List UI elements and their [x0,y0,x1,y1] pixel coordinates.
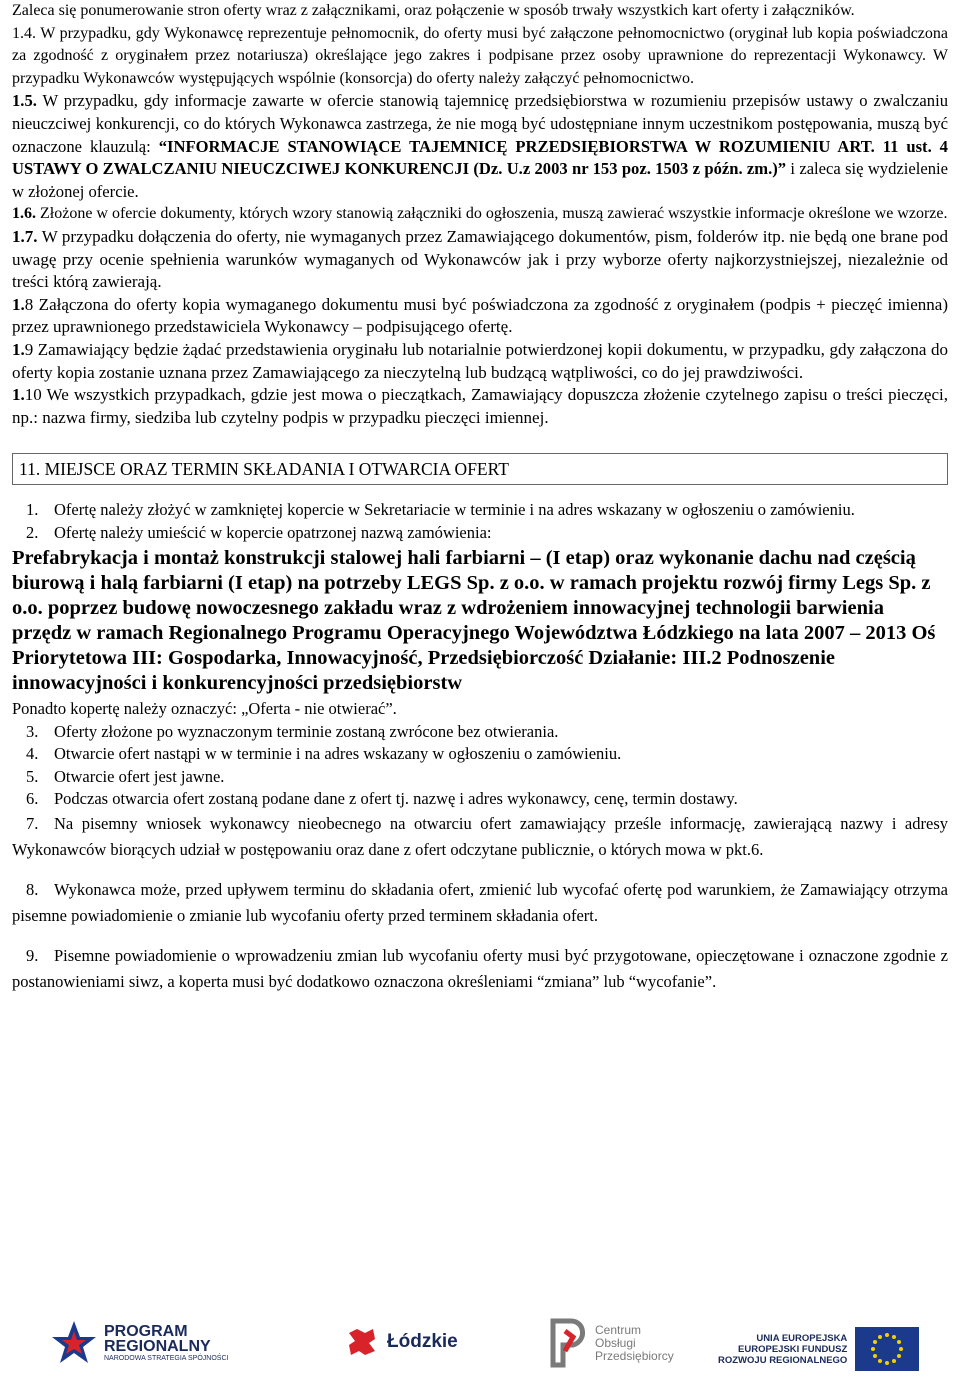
list-item-2 [12,522,948,545]
paragraph-number: 1.7. [12,226,38,246]
cop-text-line3: Przedsiębiorcy [595,1348,674,1363]
list-item-9 [12,943,948,995]
paragraph-text: W przypadku, gdy Wykonawcę reprezentuje pełnomocnik, do oferty musi być załączone pełnomocnictwo (oryginał lub kopia poświadczona za zgodność z oryginałem przez notariusza) określające jego zakres i podpisane przez osoby uprawnione do reprezentacji Wykonawcy. W przypadku Wykonawców występujących wspólnie (konsorcja) do oferty należy załączyć pełnomocnictwo. [12,24,948,87]
list-item-7 [12,811,948,863]
eu-flag-icon [855,1327,919,1371]
paragraph-number-suffix: 10 [24,385,42,405]
paragraph-1-9 [12,339,948,384]
paragraph-number-suffix: 8 [24,294,34,314]
paragraph-1-8 [12,294,948,339]
confidentiality-clause: “INFORMACJE STANOWIĄCE TAJEMNICĘ PRZEDSIĘBIORSTWA W ROZUMIENIU ART. 11 ust. 4 USTAWY O ZWALCZANIU NIEUCZCIWEJ KONKURENCJI (Dz. U.z 2003 nr 153 poz. 1503 z późn. zm.)” [12,136,948,179]
list-text: Oferty złożone po wyznaczonym terminie zostaną zwrócone bez otwierania. [54,721,559,741]
paragraph-number: 1. [12,385,25,405]
list-number: 6. [26,789,39,809]
envelope-marking: Ponadto kopertę należy oznaczyć: „Oferta - nie otwierać”. [12,699,397,719]
document-page [12,0,948,995]
paragraph-numbering: Zaleca się ponumerowanie stron oferty wraz z załącznikami, oraz połączenie w sposób trwały wszystkich kart oferty i załączników. [12,2,855,19]
list-item-6 [12,788,948,811]
cop-text-line1: Centrum [595,1322,642,1337]
eu-text-line3: ROZWOJU REGIONALNEGO [718,1354,848,1366]
footer-logos [0,1305,960,1383]
list-item-5 [12,766,948,789]
list-text: Podczas otwarcia ofert zostaną podane dane z ofert tj. nazwę i adres wykonawcy, cenę, termin dostawy. [54,789,738,809]
list-number: 5. [26,766,39,786]
paragraph-1-10 [12,384,948,429]
list-number: 3. [26,721,39,741]
list-number: 2. [26,522,39,542]
logo-text-line1: PROGRAM [104,1322,188,1340]
paragraph-1-7 [12,226,948,294]
list-text: Wykonawca może, przed upływem terminu do składania ofert, zmienić lub wycofać ofertę pod warunkiem, że Zamawiający otrzyma pisemne powiadomienie o zmianie lub wycofaniu oferty przed terminem składania ofert. [12,879,948,925]
lodzkie-logo [345,1325,458,1359]
nss-star-icon [50,1319,98,1367]
lodzkie-emblem-icon [345,1325,379,1359]
cop-emblem-icon [545,1317,591,1369]
section-offer-requirements [12,0,948,429]
paragraph-number: 1.4. [12,24,36,42]
paragraph-text: W przypadku, gdy informacje zawarte w ofercie stanowią tajemnicę przedsiębiorstwa w rozumieniu przepisów ustawy o zwalczaniu nieuczciwej konkurencji, co do których Wykonawca zastrzega, że nie mogą być udostępniane innym uczestnikom postępowania, muszą być oznaczone klauzulą: [12,91,948,156]
list-number: 9. [26,945,39,965]
paragraph-text-end: i zaleca się wydzielenie w złożonej ofercie. [12,159,948,201]
list-number: 1. [26,500,39,520]
cop-logo [545,1317,674,1369]
program-regionalny-logo [50,1319,228,1367]
paragraph-number: 1.5. [12,91,37,111]
list-item-3 [12,721,948,744]
list-number: 4. [26,744,39,764]
paragraph-text: Zamawiający będzie żądać przedstawienia oryginału lub notarialnie potwierdzonej kopii dokumentu, w przypadku, gdy załączona do oferty kopia zostanie uznana przez Zamawiającego za nieczytelną lub budzącą wątpliwości, co do jej prawdziwości. [12,339,948,382]
paragraph-1-4 [12,23,948,91]
list-number: 7. [26,813,39,833]
list-text: Na pisemny wniosek wykonawcy nieobecnego na otwarciu ofert zamawiający prześle informację, zawierającą nazwy i adresy Wykonawców biorących udział w postępowaniu oraz dane z ofert odczytane publicznie, o których mowa w pkt.6. [12,813,948,859]
eu-logo [718,1327,919,1371]
eu-text-line1: UNIA EUROPEJSKA [756,1332,848,1344]
list-item-4 [12,743,948,766]
project-title: Prefabrykacja i montaż konstrukcji stalowej hali farbiarni – (I etap) oraz wykonanie dachu nad częścią biurową i halą farbiarni (I etap) na potrzeby LEGS Sp. z o.o. w ramach projektu rozwój firmy Legs Sp. z o.o. poprzez budowę nowoczesnego zakładu wraz z wdrożeniem innowacyjnej technologii barwienia przędz w ramach Regionalnego Programu Operacyjnego Województwa Łódzkiego na lata 2007 – 2013 Oś Priorytetowa III: Gospodarka, Innowacyjność, Przedsiębiorczość Działanie: III.2 Podnoszenie innowacyjności i konkurencyjności przedsiębiorstw [12,547,936,695]
logo-text-line3: NARODOWA STRATEGIA SPÓJNOŚCI [104,1354,229,1362]
paragraph-text: Załączona do oferty kopia wymaganego dokumentu musi być poświadczona za zgodność z oryginałem (podpis + pieczęć imienna) przez uprawnionego przedstawiciela Wykonawcy – podpisującego ofertę. [12,294,948,337]
list-text: Otwarcie ofert nastąpi w w terminie i na adres wskazany w ogłoszeniu o zamówieniu. [54,744,622,764]
paragraph-1-6 [12,203,948,226]
cop-text-line2: Obsługi [595,1335,636,1350]
list-text: Pisemne powiadomienie o wprowadzeniu zmian lub wycofaniu oferty musi być przygotowane, opieczętowane i oznaczone zgodnie z postanowieniami siwz, a koperta musi być dodatkowo oznaczona określeniami “zmiana” lub “wycofanie”. [12,945,948,991]
paragraph-text: W przypadku dołączenia do oferty, nie wymaganych przez Zamawiającego dokumentów, pism, folderów itp. nie będą one brane pod uwagę przy ocenie spełnienia warunków wymaganych od Wykonawców jak i przy wyborze oferty najkorzystniejszej, niezależnie od treści którą zawierają. [12,226,949,292]
logo-text-line2: REGIONALNY [104,1337,211,1355]
paragraph-text: Złożone w ofercie dokumenty, których wzory stanowią załączniki do ogłoszenia, muszą zawierać wszystkie informacje określone we wzorze. [40,205,948,223]
paragraph-number: 1. [12,339,25,359]
lodzkie-text: Łódzkie [387,1331,458,1352]
paragraph-number: 1.6. [12,205,36,223]
section-11-list [12,499,948,995]
list-text: Ofertę należy umieścić w kopercie opatrzonej nazwą zamówienia: [54,522,492,542]
paragraph-1-5 [12,90,948,203]
list-text: Ofertę należy złożyć w zamkniętej kopercie w Sekretariacie w terminie i na adres wskazany w ogłoszeniu o zamówieniu. [54,500,855,520]
section-11-heading: 11. MIEJSCE ORAZ TERMIN SKŁADANIA I OTWARCIA OFERT [12,453,948,485]
paragraph-number: 1. [12,294,25,314]
spacer [12,863,948,877]
spacer [12,929,948,943]
list-item-1 [12,499,948,522]
list-item-8 [12,877,948,929]
paragraph-number-suffix: 9 [24,339,34,359]
paragraph-text: We wszystkich przypadkach, gdzie jest mowa o pieczątkach, Zamawiający dopuszcza złożenie czytelnego zapisu o treści pieczęci, np.: nazwa firmy, siedziba lub czytelny podpis w przypadku pieczęci imiennej. [12,385,948,427]
eu-text-line2: EUROPEJSKI FUNDUSZ [738,1343,848,1355]
list-number: 8. [26,879,39,899]
list-text: Otwarcie ofert jest jawne. [54,766,225,786]
